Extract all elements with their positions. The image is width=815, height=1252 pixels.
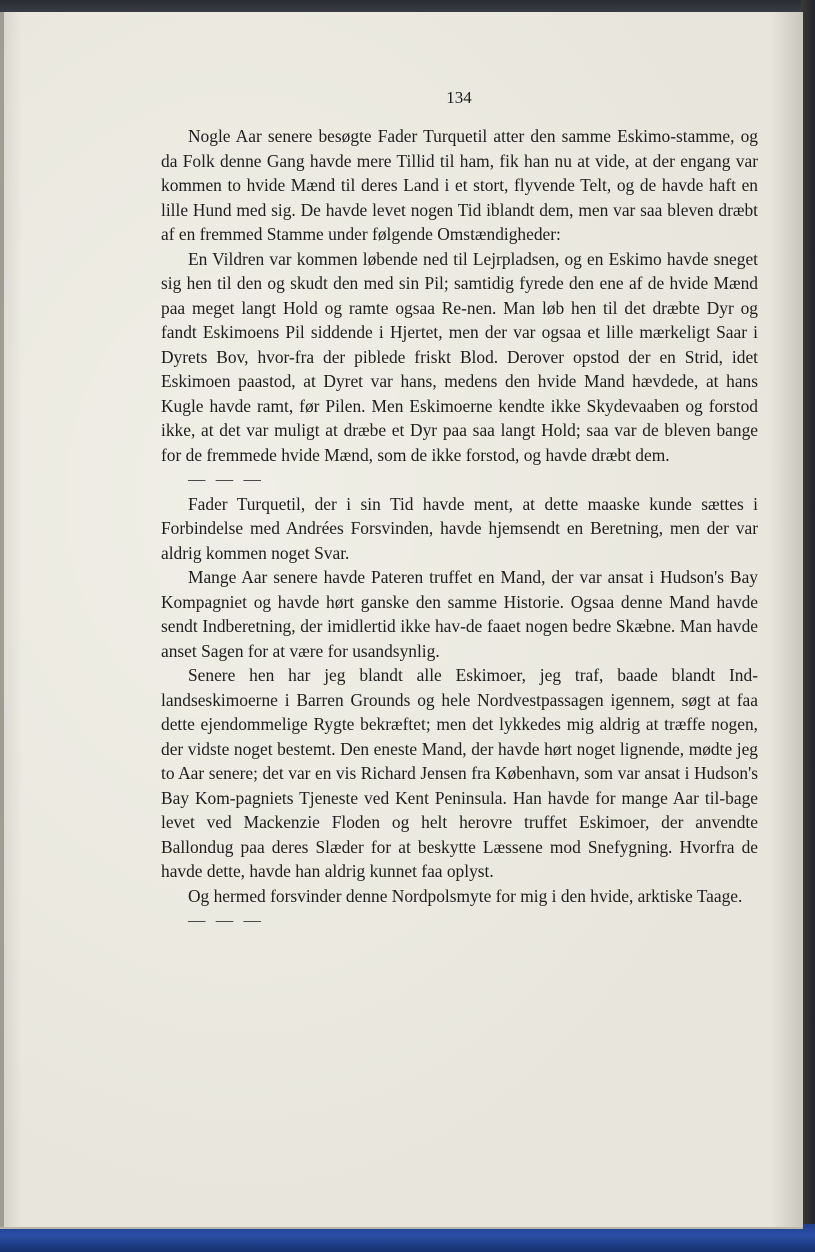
page-number: 134 — [446, 88, 472, 107]
book-cover-edge — [801, 0, 815, 1252]
paragraph: Nogle Aar senere besøgte Fader Turquetil atter den samme Eskimo-stamme, og da Folk denne Gang havde mere Tillid til ham, fik han nu at vide, at der engang var kommen to hvide Mænd til deres Land i et stort, flyvende Telt, og de havde haft en lille Hund med sig. De havde levet nogen Tid iblandt dem, men var saa bleven dræbt af en fremmed Stamme under følgende Omstændigheder: — [161, 126, 758, 244]
page-gutter — [0, 12, 4, 1227]
paragraph: Senere hen har jeg blandt alle Eskimoer, jeg traf, baade blandt Ind-landseskimoerne i Barren Grounds og hele Nordvestpassagen igennem, søgt at faa dette ejendommelige Rygte bekræftet; men det lykkedes mig aldrig at træffe nogen, der vidste noget bestemt. Den eneste Mand, der havde hørt noget lignende, mødte jeg to Aar senere; det var en vis Richard Jensen fra København, som var ansat i Hudson's Bay Kom-pagniets Tjeneste ved Kent Peninsula. Han havde for mange Aar til-bage levet ved Mackenzie Floden og helt herovre truffet Eskimoer, der anvendte Ballondug paa deres Slæder for at beskytte Læssene mod Snefygning. Hvorfra de havde dette, havde han aldrig kunnet faa oplyst. — [161, 665, 758, 881]
section-separator: — — — — [188, 469, 264, 489]
paragraph: Fader Turquetil, der i sin Tid havde ment, at dette maaske kunde sættes i Forbindelse med Andrées Forsvinden, havde hjemsendt en Beretning, men der var aldrig kommen noget Svar. — [161, 493, 758, 563]
body-text — [161, 124, 758, 933]
paragraph: Og hermed forsvinder denne Nordpolsmyte for mig i den hvide, arktiske Taage. — [188, 885, 743, 906]
paragraph: Mange Aar senere havde Pateren truffet en Mand, der var ansat i Hudson's Bay Kompagniet og havde hørt ganske den samme Historie. Ogsaa denne Mand havde sendt Indberetning, der imidlertid ikke hav-de faaet nogen bedre Skæbne. Man havde anset Sagen for at være for usandsynlig. — [161, 567, 758, 661]
section-separator: — — — — [188, 910, 264, 930]
paragraph: En Vildren var kommen løbende ned til Lejrpladsen, og en Eskimo havde sneget sig hen til den og skudt den med sin Pil; samtidig fyrede den ene af de hvide Mænd paa meget langt Hold og ramte ogsaa Re-nen. Man løb hen til det dræbte Dyr og fandt Eskimoens Pil siddende i Hjertet, men der var ogsaa et lille mærkeligt Saar i Dyrets Bov, hvor-fra der piblede friskt Blod. Derover opstod der en Strid, idet Eskimoen paastod, at Dyret var hans, medens den hvide Mand hævdede, at hans Kugle havde ramt, før Pilen. Men Eskimoerne kendte ikke Skydevaaben og forstod ikke, at det var muligt at dræbe et Dyr paa saa langt Hold; saa var de bleven bange for de fremmede hvide Mænd, som de ikke forstod, og havde dræbt dem. — [161, 248, 758, 465]
